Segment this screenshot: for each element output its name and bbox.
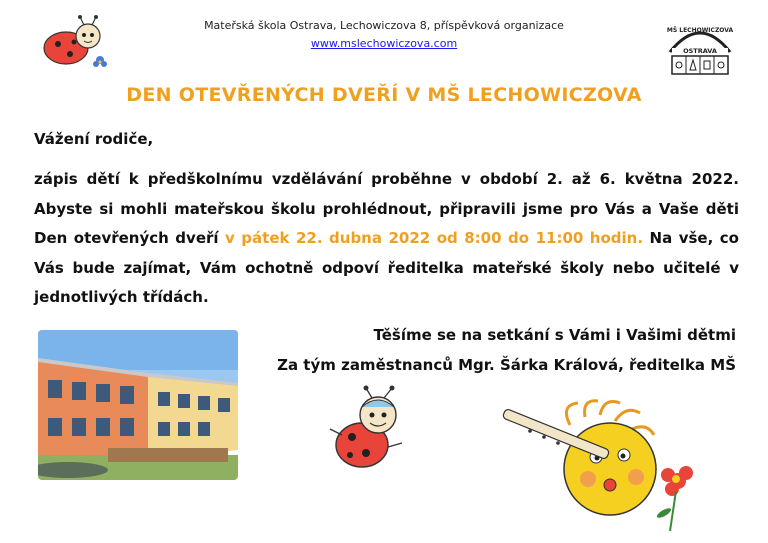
school-building-photo bbox=[38, 330, 238, 480]
paragraph-part-2: Na vše, co Vás bude zajímat, Vám ochotně odpoví ředitelka mateřské školy nebo učitelé v jednotlivých třídách. bbox=[34, 229, 739, 306]
invitation-paragraph bbox=[34, 165, 739, 313]
ladybug-icon bbox=[322, 385, 418, 477]
organization-name: Mateřská škola Ostrava, Lechowiczova 8, příspěvková organizace bbox=[204, 19, 564, 32]
signature-line: Za tým zaměstnanců Mgr. Šárka Králová, ředitelka MŠ bbox=[277, 356, 736, 374]
girl-with-flute-illustration bbox=[500, 395, 700, 535]
logo-text-top: MŠ LECHOWICZOVA bbox=[666, 27, 734, 34]
paragraph-part-1: zápis dětí k předškolnímu vzdělávání proběhne v období 2. až 6. května 2022. Abyste si mohli mateřskou školu prohlédnout, připravili jsme pro Vás a Vaše děti Den otevřených dveří bbox=[34, 170, 739, 247]
greeting: Vážení rodiče, bbox=[34, 130, 154, 148]
logo-text-mid: OSTRAVA bbox=[683, 47, 717, 55]
closing-line: Těšíme se na setkání s Vámi i Vašimi dětmi bbox=[373, 326, 736, 344]
school-logo bbox=[660, 12, 740, 82]
event-date-highlight: v pátek 22. dubna 2022 od 8:00 do 11:00 hodin. bbox=[225, 229, 644, 247]
ladybug-icon bbox=[38, 14, 110, 72]
website-link[interactable]: www.mslechowiczova.com bbox=[310, 37, 458, 50]
page-title: DEN OTEVŘENÝCH DVEŘÍ V MŠ LECHOWICZOVA bbox=[126, 84, 642, 106]
